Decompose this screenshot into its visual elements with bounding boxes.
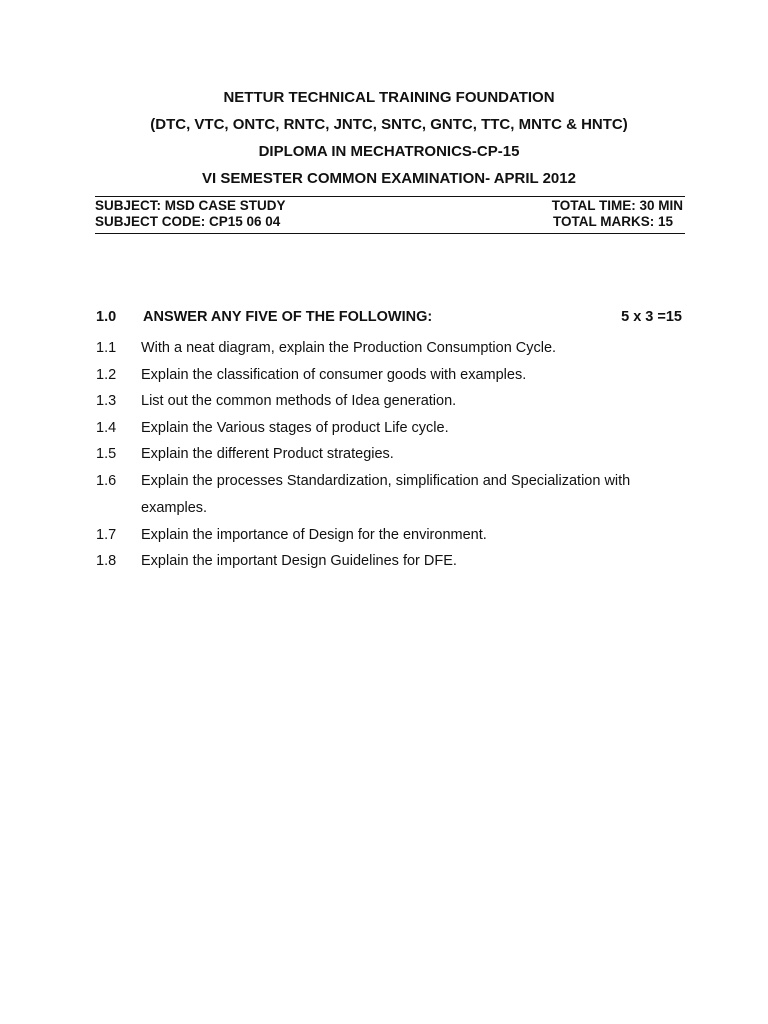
question-text: With a neat diagram, explain the Production Consumption Cycle.: [141, 340, 557, 356]
question-number: 1.5: [96, 446, 117, 462]
question-text: List out the common methods of Idea generation.: [141, 393, 457, 409]
question-number: 1.7: [96, 527, 117, 543]
question-text: Explain the different Product strategies.: [141, 446, 394, 462]
section-title: ANSWER ANY FIVE OF THE FOLLOWING:: [143, 309, 433, 325]
section-marks: 5 x 3 =15: [621, 309, 682, 325]
subject-code-label: SUBJECT CODE: CP15 06 04: [95, 214, 281, 229]
exam-title: VI SEMESTER COMMON EXAMINATION- APRIL 2012: [202, 170, 576, 187]
header-bottom-rule: [95, 233, 685, 234]
question-number: 1.3: [96, 393, 117, 409]
question-number: 1.1: [96, 340, 117, 356]
section-number: 1.0: [96, 309, 117, 325]
question-text: Explain the classification of consumer goods with examples.: [141, 367, 527, 383]
program-title: DIPLOMA IN MECHATRONICS-CP-15: [258, 143, 520, 160]
header-top-rule: [95, 196, 685, 197]
question-text-continuation: examples.: [141, 500, 208, 516]
subject-label: SUBJECT: MSD CASE STUDY: [95, 198, 286, 213]
question-text: Explain the processes Standardization, simplification and Specialization with: [141, 473, 631, 489]
question-text: Explain the important Design Guidelines for DFE.: [141, 553, 457, 569]
question-number: 1.6: [96, 473, 117, 489]
institution-title: NETTUR TECHNICAL TRAINING FOUNDATION: [223, 89, 555, 106]
question-number: 1.8: [96, 553, 117, 569]
total-marks-label: TOTAL MARKS: 15: [552, 214, 673, 229]
question-text: Explain the importance of Design for the environment.: [141, 527, 487, 543]
question-text: Explain the Various stages of product Life cycle.: [141, 420, 449, 436]
question-number: 1.2: [96, 367, 117, 383]
total-time-label: TOTAL TIME: 30 MIN: [551, 198, 683, 213]
question-number: 1.4: [96, 420, 117, 436]
centres-list: (DTC, VTC, ONTC, RNTC, JNTC, SNTC, GNTC, TTC, MNTC & HNTC): [150, 116, 628, 133]
